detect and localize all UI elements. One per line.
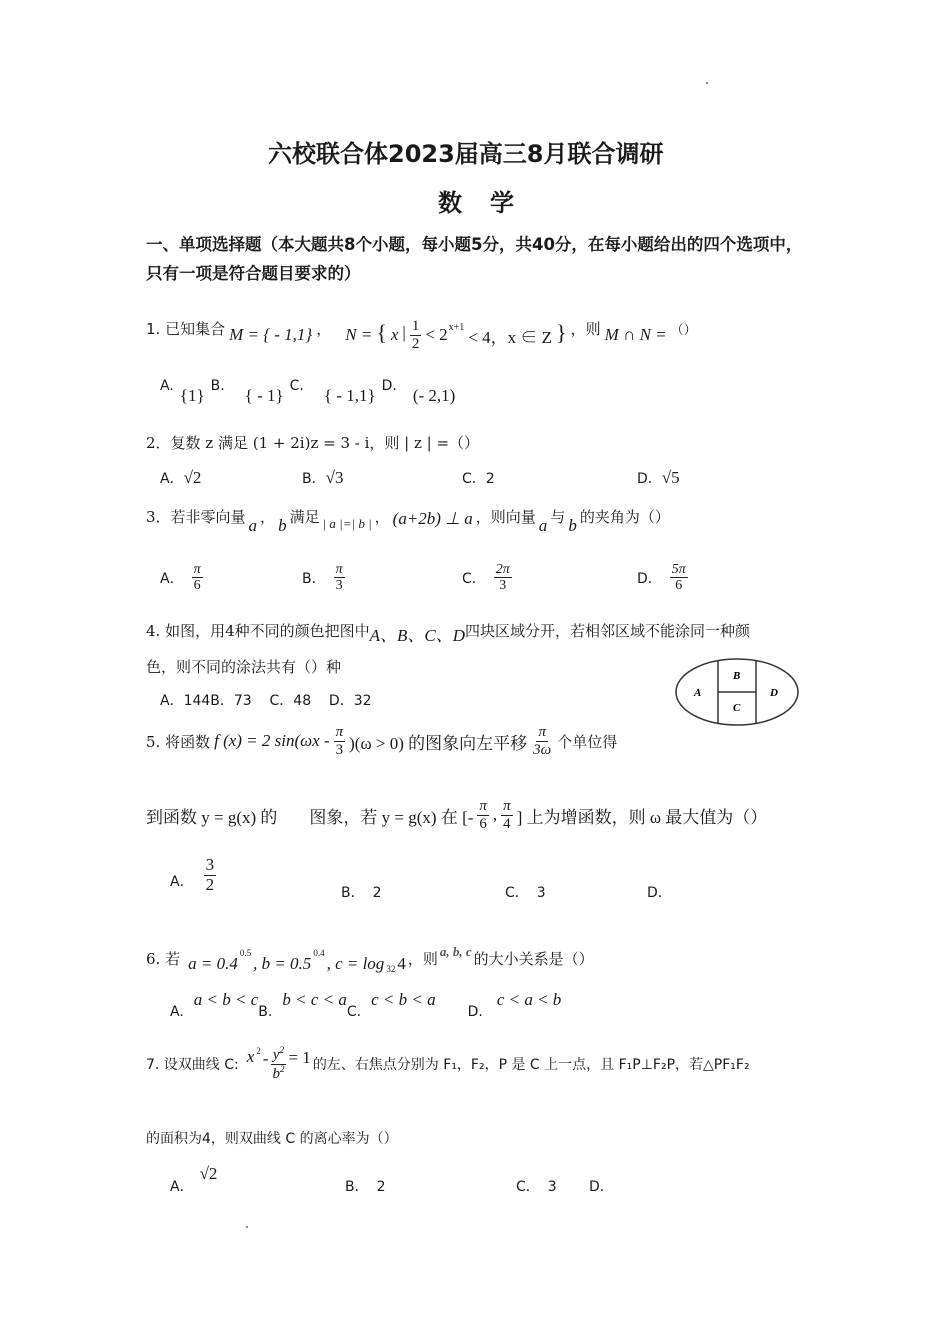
q2-option-c-value: 2 <box>485 471 495 487</box>
q1-option-a-value: {1} <box>179 386 205 405</box>
q6-c-sub: 32 <box>386 964 396 974</box>
q2-option-b <box>302 468 343 488</box>
q5-option-b <box>341 882 382 902</box>
q5-option-d-label: D． <box>647 885 672 901</box>
q3-condition-2: (a+2b) ⊥ a <box>392 509 473 528</box>
q3-option-c-label: C． <box>462 570 486 587</box>
q6-c-val: 4 <box>397 954 406 973</box>
q1-ineq: < 2 <box>425 325 448 344</box>
q5-interval-left <box>477 798 489 832</box>
q5-option-d <box>647 882 672 902</box>
q3-option-a-fraction <box>192 562 203 594</box>
q7-eq1: = 1 <box>288 1048 311 1067</box>
q7-option-a <box>170 1164 217 1196</box>
q5-option-a-fraction <box>204 856 217 894</box>
q3-c-den: 3 <box>499 578 507 594</box>
diagram-label-b: B <box>733 670 741 682</box>
q7-option-d-label: D． <box>589 1179 614 1195</box>
q1-expression: M ∩ N = <box>604 325 667 344</box>
q6-suffix: 的大小关系是（） <box>473 950 594 968</box>
q1-option-c-value: { - 1,1} <box>323 386 376 405</box>
q3-vector-b2: b <box>568 516 577 535</box>
q7-x: x <box>246 1047 255 1066</box>
q7-y: y <box>272 1047 280 1063</box>
q5-shift-fraction <box>531 724 553 758</box>
q7-b-exp: 2 <box>279 1063 285 1074</box>
decorative-dot <box>706 82 708 84</box>
q6-b-exp: 0.4 <box>313 948 325 958</box>
q5-line2c: ] 上为增函数，则 ω 最大值为（） <box>516 807 768 827</box>
q1-option-b-value: { - 1} <box>244 386 284 405</box>
diagram-label-d: D <box>770 687 778 699</box>
question-4-line-2: 色，则不同的涂法共有（）种 <box>146 658 342 676</box>
q1-options <box>160 378 455 406</box>
q3-b-den: 3 <box>335 578 343 594</box>
q7-y-num <box>271 1046 286 1065</box>
q5-rest2: 个单位得 <box>557 732 618 751</box>
q5-option-a-label: A． <box>170 874 194 891</box>
q5-pi-over-3 <box>334 724 346 758</box>
q5-shift-num: π <box>538 724 546 740</box>
q3-suffix: 的夹角为（） <box>579 508 670 526</box>
q1-option-d-label: D. <box>381 378 397 394</box>
q1-frac-den: 2 <box>411 335 420 352</box>
page-title: 六校联合体2023届高三8月联合调研 <box>268 140 664 168</box>
q1-N-rest: < 4，x ∈ Z <box>468 327 553 347</box>
q3-sep: ， <box>260 508 276 526</box>
question-3-stem <box>146 506 670 536</box>
q6-then: ，则 <box>407 950 438 968</box>
q3-option-b-fraction <box>334 562 345 594</box>
q5-int-num1: π <box>479 798 487 814</box>
q5-int-num2: π <box>503 798 511 814</box>
q6-option-d-label: D. <box>467 1004 483 1020</box>
q1-option-d-value: (- 2,1) <box>412 386 456 405</box>
q4-regions: A、B、C、D <box>369 626 466 645</box>
q2-option-a-label: A． <box>160 471 184 487</box>
q3-option-a-label: A． <box>160 570 184 587</box>
q5-rest1: )(ω > 0) 的图象向左平移 <box>349 733 528 753</box>
q7-x-exp: 2 <box>256 1046 261 1056</box>
q2-option-c-label: C． <box>462 471 486 487</box>
q7-option-c-value: 3 <box>547 1179 557 1195</box>
q6-a-exp: 0.5 <box>239 948 252 958</box>
q7-rest: 的左、右焦点分别为 F₁，F₂，P 是 C 上一点，且 F₁P⊥F₂P，若△PF₁F₂ <box>312 1057 750 1073</box>
q5-option-c-label: C． <box>505 885 529 901</box>
q3-mid: ，则向量 <box>475 508 536 526</box>
q1-exponent: x+1 <box>448 321 465 333</box>
q5-option-b-label: B． <box>341 885 365 901</box>
q4-region-diagram <box>672 656 802 728</box>
q6-options <box>170 990 561 1020</box>
q6-option-b-label: B. <box>258 1004 273 1020</box>
question-2-stem: 2．复数 z 满足 (1 + 2i)z = 3 - i，则 | z | =（） <box>146 434 480 452</box>
q1-option-c-label: C. <box>289 378 304 394</box>
q3-vector-b: b <box>278 516 287 535</box>
q5-line2a: 到函数 y = g(x) 的 <box>146 807 278 827</box>
q2-option-d-value: √5 <box>661 468 680 487</box>
q6-a-def: a = 0.4 <box>188 954 238 973</box>
q1-paren: （） <box>670 322 697 338</box>
q3-satisfy: 满足 <box>289 508 320 526</box>
q1-option-b-label: B. <box>210 378 225 394</box>
q5-option-c <box>505 882 546 902</box>
diagram-label-c: C <box>733 702 741 714</box>
q5-a-den: 2 <box>205 874 215 894</box>
q7-option-a-value: √2 <box>199 1164 218 1183</box>
question-7-line-2: 的面积为4，则双曲线 C 的离心率为（） <box>146 1131 398 1147</box>
section-heading: 一、单项选择题（本大题共8个小题，每小题5分，共40分，在每小题给出的四个选项中，只有一项是符合题目要求的） <box>146 235 803 283</box>
q3-a-den: 6 <box>193 578 201 594</box>
q7-y2-over-b2 <box>270 1046 286 1082</box>
question-5-line-2 <box>146 798 767 832</box>
question-1-stem <box>146 304 697 352</box>
q7-option-b-label: B． <box>345 1179 369 1195</box>
q7-b: b <box>272 1065 280 1082</box>
q6-c-def: , c = log <box>326 954 385 973</box>
subject-title: 数学 <box>438 189 542 217</box>
q6-option-d-value: c < a < b <box>496 990 562 1009</box>
q6-option-c-value: c < b < a <box>371 990 436 1009</box>
q1-frac-num: 1 <box>411 318 420 334</box>
q5-shift-den: 3ω <box>533 741 552 758</box>
q3-d-num: 5π <box>671 562 686 577</box>
q5-pi: π <box>335 724 344 740</box>
q5-int-den2: 4 <box>503 815 511 832</box>
q6-option-a-value: a < b < c <box>193 990 259 1009</box>
q3-option-d-fraction <box>670 562 688 594</box>
q3-and: 与 <box>550 508 566 526</box>
q4-options: A．144B．73 C．48 D．32 <box>160 693 372 709</box>
q1-half-fraction <box>410 318 422 352</box>
q3-condition-1: | a |=| b | <box>322 516 372 531</box>
q3-option-c-fraction <box>494 562 512 594</box>
q5-line2b: 图象，若 y = g(x) 在 [- <box>309 807 474 827</box>
question-7-line-1 <box>146 1046 750 1082</box>
q7-b-den <box>270 1065 286 1083</box>
q2-option-d <box>637 468 680 488</box>
q3-option-b <box>302 562 345 594</box>
q5-option-b-value: 2 <box>372 885 382 901</box>
diagram-label-a: A <box>694 687 702 699</box>
q1-brace-close: } <box>556 320 567 345</box>
q7-option-b-value: 2 <box>376 1179 386 1195</box>
q5-int-sep: , <box>492 805 498 824</box>
q4-line1b: 四块区域分开，若相邻区域不能涂同一种颜 <box>465 622 751 640</box>
q2-option-b-value: √3 <box>325 468 344 487</box>
q5-int-den1: 6 <box>479 815 487 832</box>
decorative-dot <box>246 1226 248 1228</box>
q3-option-d <box>637 562 688 594</box>
q5-a-num: 3 <box>205 855 215 874</box>
q3-vector-a: a <box>248 516 258 535</box>
q7-option-d <box>589 1176 614 1196</box>
q1-prefix: 1. 已知集合 <box>146 319 226 338</box>
question-6-stem <box>146 944 594 974</box>
q3-option-c <box>462 562 512 594</box>
q1-then: ，则 <box>570 319 601 338</box>
q7-option-c <box>516 1176 557 1196</box>
q1-bar: | <box>402 323 406 342</box>
q5-option-a <box>170 856 216 894</box>
q7-option-b <box>345 1176 386 1196</box>
q2-option-a-value: √2 <box>183 468 202 487</box>
q6-prefix: 6. 若 <box>146 950 181 968</box>
q1-comma: ， <box>316 319 332 338</box>
q3-option-a <box>160 562 203 594</box>
q5-three: 3 <box>335 741 344 758</box>
q7-option-a-label: A． <box>170 1179 194 1195</box>
q1-N-x: x <box>390 325 399 344</box>
q3-option-b-label: B． <box>302 570 326 587</box>
q5-func: f (x) = 2 sin(ωx - <box>214 731 330 750</box>
question-5-line-1 <box>146 724 617 758</box>
q1-option-a-label: A. <box>160 378 174 394</box>
q4-line1a: 4. 如图，用4种不同的颜色把图中 <box>146 622 370 640</box>
q7-minus: - <box>262 1049 269 1068</box>
q6-option-a-label: A. <box>170 1004 184 1020</box>
q3-sep2: ， <box>374 508 390 526</box>
q7-prefix: 7. 设双曲线 C: <box>146 1057 239 1073</box>
q5-prefix: 5. 将函数 <box>146 732 211 751</box>
q3-a-num: π <box>193 562 201 577</box>
q5-interval-right <box>501 798 513 832</box>
q6-option-c-label: C. <box>346 1004 362 1020</box>
q3-prefix: 3．若非零向量 <box>146 508 246 526</box>
q3-d-den: 6 <box>675 578 683 594</box>
q2-option-a <box>160 468 201 488</box>
q3-option-d-label: D． <box>637 570 662 587</box>
q6-b-def: , b = 0.5 <box>253 954 312 973</box>
q3-vector-a2: a <box>538 516 548 535</box>
q1-N-lhs: N = <box>345 325 373 344</box>
q6-option-b-value: b < c < a <box>282 990 347 1009</box>
q7-option-c-label: C． <box>516 1179 540 1195</box>
q3-b-num: π <box>335 562 343 577</box>
q7-y-exp: 2 <box>279 1045 285 1055</box>
q1-brace-open: { <box>376 320 387 345</box>
q6-vars: a, b, c <box>439 944 472 959</box>
q3-c-num: 2π <box>495 562 510 577</box>
q2-option-c <box>462 468 495 488</box>
question-4-line-1 <box>146 616 751 645</box>
q1-M-set: M = { - 1,1} <box>229 325 313 344</box>
q2-option-b-label: B． <box>302 471 326 487</box>
q2-option-d-label: D． <box>637 471 662 487</box>
q5-option-c-value: 3 <box>536 885 546 901</box>
